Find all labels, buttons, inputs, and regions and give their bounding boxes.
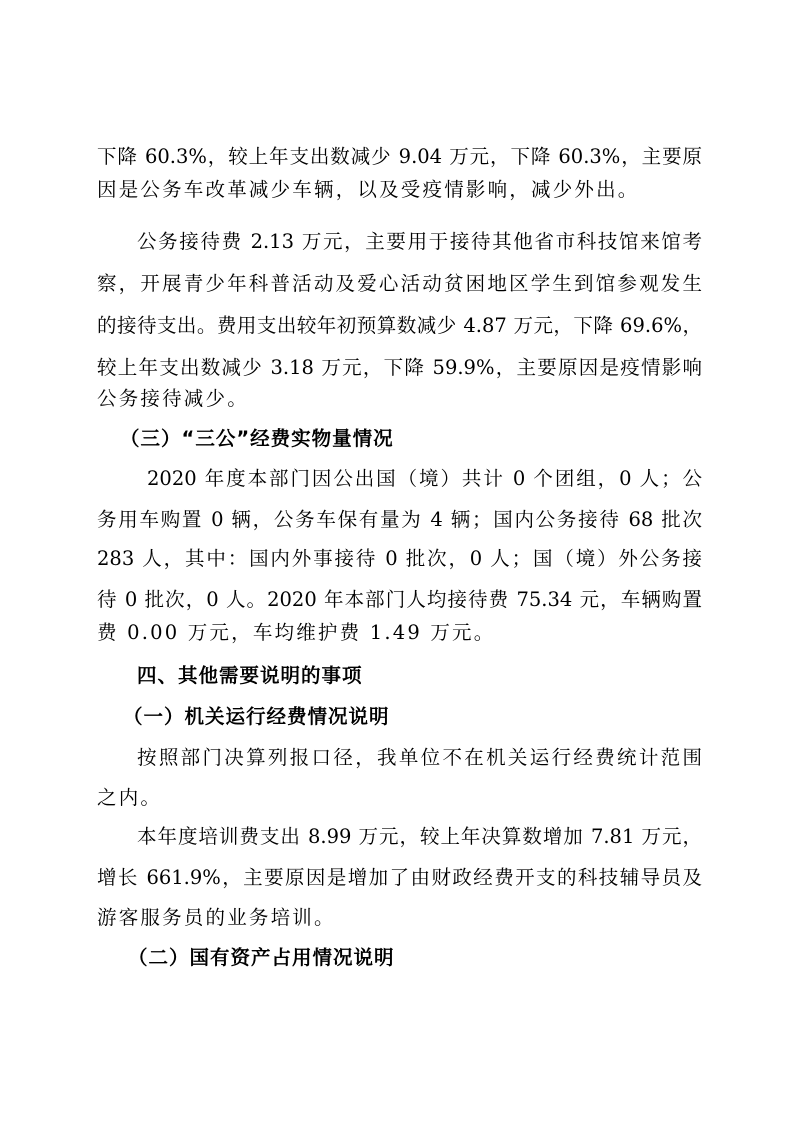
paragraph-line: 游客服务员的业务培训。	[97, 906, 336, 929]
paragraph-line: 下降 60.3%，较上年支出数减少 9.04 万元，下降 60.3%，主要原	[97, 145, 702, 168]
paragraph-line: 务用车购置 0 辆，公务车保有量为 4 辆；国内公务接待 68 批次	[97, 508, 702, 531]
subsection-title: （一）机关运行经费情况说明	[123, 705, 390, 728]
paragraph-line: 察，开展青少年科普活动及爱心活动贫困地区学生到馆参观发生	[97, 272, 702, 295]
paragraph-line: 费 0.00 万元，车均维护费 1.49 万元。	[97, 621, 496, 644]
subsection-title: （二）国有资产占用情况说明	[128, 946, 395, 969]
paragraph-line: 增长 661.9%，主要原因是增加了由财政经费开支的科技辅导员及	[97, 866, 702, 889]
paragraph-line: 2020 年度本部门因公出国（境）共计 0 个团组，0 人；公	[147, 467, 702, 490]
section-title: 四、其他需要说明的事项	[137, 664, 363, 687]
paragraph-line: 待 0 批次，0 人。2020 年本部门人均接待费 75.34 元，车辆购置	[97, 588, 702, 611]
paragraph-line: 本年度培训费支出 8.99 万元，较上年决算数增加 7.81 万元，	[137, 825, 702, 848]
paragraph-line: 较上年支出数减少 3.18 万元，下降 59.9%，主要原因是疫情影响	[97, 356, 702, 379]
section-heading: （三）“三公”经费实物量情况	[120, 427, 394, 450]
paragraph-line: 按照部门决算列报口径，我单位不在机关运行经费统计范围	[137, 746, 702, 769]
paragraph-line: 因是公务车改革减少车辆，以及受疫情影响，减少外出。	[97, 178, 640, 201]
paragraph-line: 283 人，其中：国内外事接待 0 批次，0 人；国（境）外公务接	[97, 547, 702, 570]
paragraph-line: 的接待支出。费用支出较年初预算数减少 4.87 万元，下降 69.6%，	[97, 314, 702, 337]
paragraph-line: 公务接待费 2.13 万元，主要用于接待其他省市科技馆来馆考	[137, 230, 702, 253]
paragraph-line: 之内。	[97, 786, 163, 809]
paragraph-line: 公务接待减少。	[97, 387, 249, 410]
